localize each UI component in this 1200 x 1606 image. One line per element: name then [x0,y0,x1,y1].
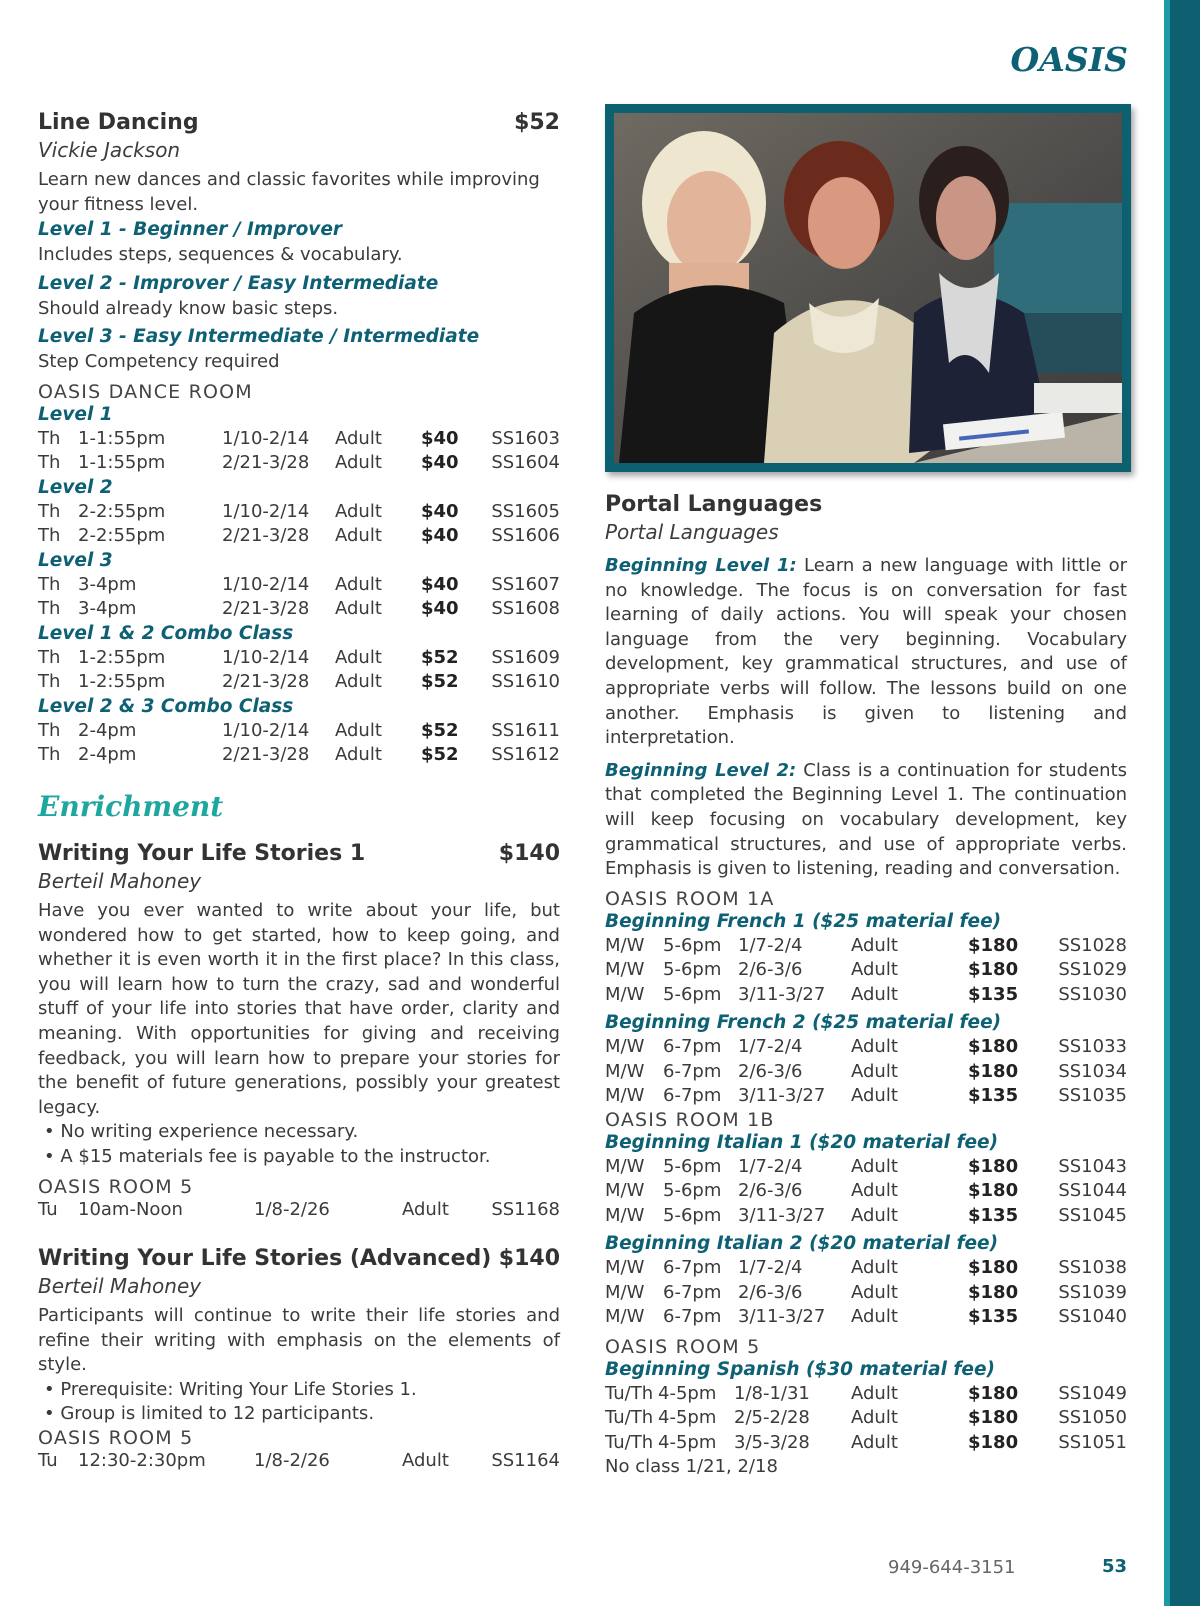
fee: $180 [968,1431,1019,1453]
day: M/W [605,1306,645,1328]
dates: 1/10-2/14 [222,427,310,449]
audience: Adult [335,573,382,595]
fee: $180 [968,959,1019,981]
schedule-group [38,403,560,476]
day: Th [38,671,61,693]
time: 3-4pm [78,573,137,595]
course-title: Portal Languages [605,492,823,517]
day: Tu/Th [605,1431,654,1453]
course-description [605,554,1127,751]
time: 6-7pm [663,1036,722,1058]
dates: 1/8-2/26 [254,1198,330,1220]
footer-phone: 949-644-3151 [888,1557,1016,1578]
course-code: SS1044 [1058,1180,1127,1202]
day: M/W [605,1085,645,1107]
day: Th [38,646,61,668]
section-title: OASIS [1010,40,1128,79]
time: 1-2:55pm [78,646,166,668]
audience: Adult [851,1306,898,1328]
course-heading [38,108,560,138]
course-description: Learn new dances and classic favorites while improving your fitness level. [38,169,540,215]
schedule-row [605,1155,1127,1180]
time: 5-6pm [663,1180,722,1202]
time: 1-1:55pm [78,452,166,474]
time: 6-7pm [663,1257,722,1279]
course-code: SS1604 [491,452,560,474]
audience: Adult [851,934,898,956]
dates: 3/11-3/27 [738,983,826,1005]
day: M/W [605,934,645,956]
time: 2-2:55pm [78,500,166,522]
course-description: Participants will continue to write their life stories and refine their writing with emphasis on the elements of style. [38,1305,560,1376]
schedule-row [38,427,560,452]
fee: $40 [421,525,459,547]
enrichment-heading: Enrichment [38,789,224,823]
bullet-item: • Group is limited to 12 participants. [44,1403,375,1425]
course-title: Line Dancing [38,110,199,135]
schedule-row [605,1431,1127,1456]
audience: Adult [851,1204,898,1226]
instructor-name: Berteil Mahoney [38,1274,202,1298]
schedule-row [605,1281,1127,1306]
audience: Adult [335,719,382,741]
room-label: OASIS ROOM 5 [605,1335,761,1358]
class-label: Beginning French 2 ($25 material fee) [605,1012,1002,1034]
fee: $135 [968,1085,1019,1107]
audience: Adult [851,1155,898,1177]
audience: Adult [402,1449,449,1471]
day: Th [38,452,61,474]
fee: $40 [421,500,459,522]
level-text: Class is a continuation for students that completed the Beginning Level 1. The continuation will keep focusing on vocabulary development, key grammatical structures, and use of appropriate verbs. Emphasis is given to listening, reading and conversation. [605,759,1128,880]
page-number: 53 [1102,1556,1128,1577]
course-heading [38,839,560,869]
audience: Adult [851,1382,898,1404]
fee: $40 [421,598,459,620]
fee: $180 [968,1180,1019,1202]
audience: Adult [851,1431,898,1453]
fee: $135 [968,1204,1019,1226]
schedule-row [605,1305,1127,1330]
schedule-row [605,934,1127,959]
schedule-row [38,500,560,525]
course-code: SS1612 [491,744,560,766]
course-price: $140 [498,1246,560,1271]
audience: Adult [851,1407,898,1429]
audience: Adult [851,1036,898,1058]
day: Th [38,573,61,595]
time: 5-6pm [663,1155,722,1177]
dates: 3/5-3/28 [734,1431,810,1453]
schedule-row [38,719,560,744]
schedule-group-label: Level 1 & 2 Combo Class [38,622,294,644]
dates: 2/6-3/6 [738,1180,803,1202]
schedule-row [38,573,560,598]
course-title: Writing Your Life Stories 1 [38,840,366,866]
schedule-row [605,958,1127,983]
schedule-group [38,476,560,549]
room-label: OASIS ROOM 1A [605,887,775,910]
bullet-text: Group is limited to 12 participants. [60,1403,375,1425]
course-code: SS1038 [1058,1257,1127,1279]
audience: Adult [402,1198,449,1220]
course-code: SS1051 [1058,1431,1127,1453]
dates: 1/7-2/4 [738,1036,803,1058]
dates: 1/10-2/14 [222,646,310,668]
level-label: Beginning Level 2: [605,759,797,781]
audience: Adult [335,427,382,449]
course-heading [605,490,1127,520]
dates: 2/6-3/6 [738,959,803,981]
schedule-row [605,1179,1127,1204]
schedule-row [38,1198,560,1223]
bullet-item: • Prerequisite: Writing Your Life Stories 1. [44,1378,417,1400]
audience: Adult [335,598,382,620]
course-code: SS1609 [491,646,560,668]
level-description: Should already know basic steps. [38,297,339,319]
course-code: SS1049 [1058,1382,1127,1404]
dates: 3/11-3/27 [738,1085,826,1107]
time: 5-6pm [663,983,722,1005]
instructor-name: Berteil Mahoney [38,868,202,893]
time: 2-4pm [78,744,137,766]
bullet-item: • A $15 materials fee is payable to the instructor. [44,1145,491,1167]
level-description: Includes steps, sequences & vocabulary. [38,244,403,266]
page-edge-bar [1164,0,1200,1606]
audience: Adult [335,744,382,766]
course-price: $52 [514,110,560,135]
level-label: Level 3 - Easy Intermediate / Intermediate [38,326,480,348]
time: 6-7pm [663,1281,722,1303]
fee: $180 [968,1407,1019,1429]
room-label: OASIS DANCE ROOM [38,380,253,403]
instructor-name: Vickie Jackson [38,138,181,162]
audience: Adult [851,983,898,1005]
level-description: Step Competency required [38,351,280,373]
audience: Adult [851,1257,898,1279]
fee: $52 [421,719,459,741]
schedule-group-label: Level 3 [38,549,113,571]
course-code: SS1610 [491,671,560,693]
fee: $180 [968,1382,1019,1404]
schedule-group-label: Level 2 & 3 Combo Class [38,695,294,717]
level-label: Level 1 - Beginner / Improver [38,219,343,241]
day: Th [38,500,61,522]
time: 6-7pm [663,1306,722,1328]
course-heading [38,1244,560,1274]
course-title: Writing Your Life Stories (Advanced) [38,1246,492,1271]
dates: 1/8-1/31 [734,1382,810,1404]
level-label: Beginning Level 1: [605,555,797,576]
day: M/W [605,983,645,1005]
time: 3-4pm [78,598,137,620]
level-text: Learn a new language with little or no knowledge. The focus is on conversation for fast learning of daily actions. You will speak your chosen language from the very beginning. Vocabulary development, key grammatical structures, and use of appropriate verbs will follow. The lessons build on one another. Emphasis is given to listening and interpretation. [605,555,1127,749]
time: 6-7pm [663,1085,722,1107]
dates: 3/11-3/27 [738,1204,826,1226]
time: 10am-Noon [78,1198,183,1220]
dates: 1/10-2/14 [222,573,310,595]
time: 5-6pm [663,934,722,956]
schedule-row [38,524,560,549]
schedule-group [38,622,560,695]
schedule-group-label: Level 1 [38,403,113,425]
course-code: SS1611 [491,719,560,741]
class-photo-image [614,113,1122,463]
schedule-row [605,1060,1127,1085]
day: Tu/Th [605,1407,654,1429]
audience: Adult [851,959,898,981]
day: Th [38,598,61,620]
dates: 1/7-2/4 [738,934,803,956]
fee: $40 [421,427,459,449]
course-code: SS1607 [491,573,560,595]
bullet-text: Prerequisite: Writing Your Life Stories 1. [60,1378,417,1400]
fee: $180 [968,1281,1019,1303]
bullet-text: No writing experience necessary. [60,1121,359,1143]
day: Th [38,719,61,741]
schedule-row [38,1449,560,1474]
fee: $135 [968,1306,1019,1328]
schedule-row [38,743,560,768]
schedule-row [605,983,1127,1008]
schedule-row [605,1382,1127,1407]
fee: $52 [421,671,459,693]
course-code: SS1050 [1058,1407,1127,1429]
schedule-row [605,1035,1127,1060]
time: 1-2:55pm [78,671,166,693]
course-code: SS1033 [1058,1036,1127,1058]
dates: 2/6-3/6 [738,1281,803,1303]
course-code: SS1606 [491,525,560,547]
class-label: Beginning French 1 ($25 material fee) [605,910,1002,932]
bullet-text: A $15 materials fee is payable to the instructor. [60,1145,491,1167]
day: M/W [605,1060,645,1082]
schedule-row [38,646,560,671]
dates: 1/10-2/14 [222,500,310,522]
fee: $180 [968,1257,1019,1279]
class-label: Beginning Italian 1 ($20 material fee) [605,1131,999,1153]
dates: 2/5-2/28 [734,1407,810,1429]
class-photo [605,104,1131,472]
day: Tu [38,1198,58,1220]
schedule-row [605,1256,1127,1281]
course-code: SS1043 [1058,1155,1127,1177]
audience: Adult [335,452,382,474]
time: 4-5pm [658,1407,717,1429]
schedule-group [38,549,560,622]
schedule-row [38,670,560,695]
day: M/W [605,1180,645,1202]
audience: Adult [851,1085,898,1107]
schedule-group [38,695,560,768]
course-description: Have you ever wanted to write about your life, but wondered how to get started, how to keep going, and whether it is even worth it in the first place? In this class, you will learn how to turn the crazy, sad and wonderful stuff of your life into stories that have order, clarity and meaning. With opportunities for giving and receiving feedback, you will learn how to prepare your stories for the benefit of future generations, possibly your greatest legacy. [38,899,560,1118]
fee: $135 [968,983,1019,1005]
time: 1-1:55pm [78,427,166,449]
day: Th [38,744,61,766]
time: 4-5pm [658,1382,717,1404]
schedule-row [38,451,560,476]
dates: 1/8-2/26 [254,1449,330,1471]
time: 12:30-2:30pm [78,1449,206,1471]
day: Tu/Th [605,1382,654,1404]
day: M/W [605,1281,645,1303]
audience: Adult [335,525,382,547]
room-label: OASIS ROOM 5 [38,1175,194,1198]
dates: 2/21-3/28 [222,452,310,474]
dates: 1/7-2/4 [738,1155,803,1177]
dates: 2/21-3/28 [222,598,310,620]
fee: $52 [421,646,459,668]
dates: 2/21-3/28 [222,525,310,547]
schedule-row [38,597,560,622]
schedule-row [605,1406,1127,1431]
bullet-item: • No writing experience necessary. [44,1121,359,1143]
fee: $180 [968,1060,1019,1082]
audience: Adult [335,646,382,668]
fee: $180 [968,1155,1019,1177]
course-code: SS1039 [1058,1281,1127,1303]
course-code: SS1028 [1058,934,1127,956]
room-label: OASIS ROOM 5 [38,1426,194,1449]
schedule-row [605,1204,1127,1229]
dates: 2/21-3/28 [222,671,310,693]
time: 6-7pm [663,1060,722,1082]
right-column [605,490,1127,1480]
day: M/W [605,959,645,981]
audience: Adult [851,1281,898,1303]
room-label: OASIS ROOM 1B [605,1108,775,1131]
time: 2-4pm [78,719,137,741]
fee: $180 [968,934,1019,956]
course-code: SS1168 [491,1198,560,1220]
course-code: SS1035 [1058,1085,1127,1107]
dates: 1/7-2/4 [738,1257,803,1279]
audience: Adult [335,500,382,522]
day: Tu [38,1449,58,1471]
day: Th [38,427,61,449]
audience: Adult [335,671,382,693]
course-code: SS1603 [491,427,560,449]
course-code: SS1034 [1058,1060,1127,1082]
audience: Adult [851,1180,898,1202]
dates: 1/10-2/14 [222,719,310,741]
course-code: SS1608 [491,598,560,620]
fee: $52 [421,744,459,766]
schedule-note: No class 1/21, 2/18 [605,1456,778,1478]
day: M/W [605,1257,645,1279]
day: Th [38,525,61,547]
audience: Adult [851,1060,898,1082]
fee: $40 [421,452,459,474]
day: M/W [605,1204,645,1226]
course-description [605,759,1127,882]
schedule-group-label: Level 2 [38,476,113,498]
class-label: Beginning Italian 2 ($20 material fee) [605,1233,999,1255]
class-label: Beginning Spanish ($30 material fee) [605,1358,995,1380]
day: M/W [605,1155,645,1177]
schedule-row [605,1084,1127,1109]
day: M/W [605,1036,645,1058]
fee: $180 [968,1036,1019,1058]
course-code: SS1045 [1058,1204,1127,1226]
time: 5-6pm [663,959,722,981]
time: 4-5pm [658,1431,717,1453]
fee: $40 [421,573,459,595]
time: 5-6pm [663,1204,722,1226]
course-code: SS1040 [1058,1306,1127,1328]
course-price: $140 [498,840,560,866]
dates: 2/21-3/28 [222,744,310,766]
left-column [38,108,560,1473]
course-code: SS1164 [491,1449,560,1471]
dates: 3/11-3/27 [738,1306,826,1328]
dates: 2/6-3/6 [738,1060,803,1082]
course-code: SS1029 [1058,959,1127,981]
course-code: SS1605 [491,500,560,522]
instructor-name: Portal Languages [605,520,779,544]
course-code: SS1030 [1058,983,1127,1005]
level-label: Level 2 - Improver / Easy Intermediate [38,272,439,294]
time: 2-2:55pm [78,525,166,547]
